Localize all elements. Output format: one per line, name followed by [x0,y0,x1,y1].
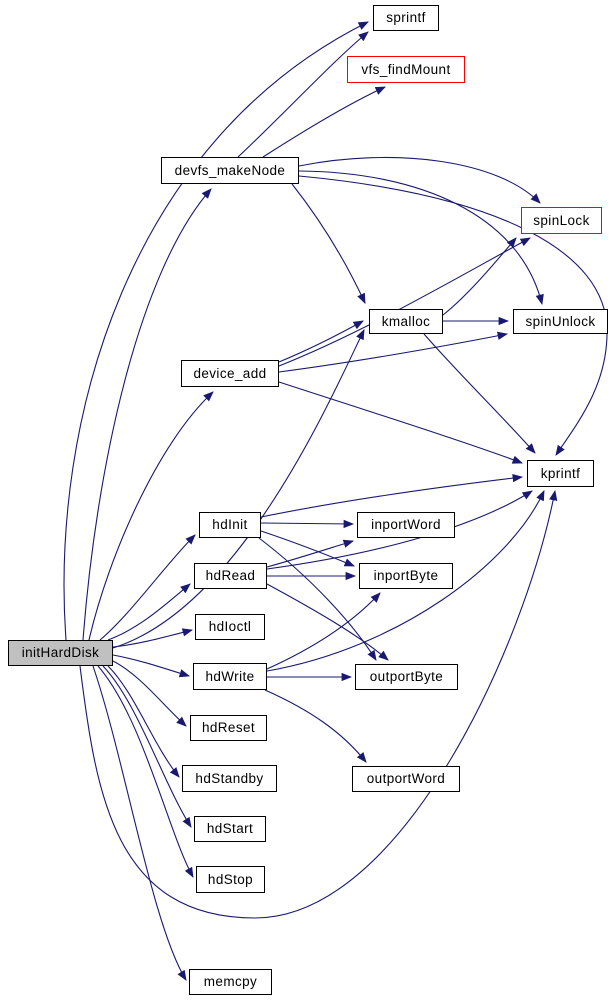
edge-kmalloc-to-spinLock [443,238,516,315]
node-devfs_makeNode[interactable] [161,157,299,184]
edge-hdInit-to-outportByte [259,538,376,660]
node-label: hdInit [212,517,248,533]
edge-devfs_makeNode-to-kmalloc [292,184,365,303]
node-inportByte[interactable] [359,563,453,589]
edge-initHardDisk-to-hdStop [98,666,193,877]
node-label: outportWord [366,771,446,787]
node-hdInit[interactable] [199,512,261,538]
edge-hdRead-to-outportByte [267,584,388,660]
node-label: hdStart [206,821,254,837]
node-outportWord[interactable] [352,766,460,792]
node-hdIoctl[interactable] [195,614,265,640]
node-hdWrite[interactable] [193,663,267,690]
edge-initHardDisk-to-hdStandby [108,666,179,777]
edge-initHardDisk-to-sprintf [64,22,368,640]
node-spinUnlock[interactable] [513,309,608,334]
edge-devfs_makeNode-to-vfs_findMount [263,87,385,157]
edge-device_add-to-spinUnlock [279,334,507,372]
node-label: vfs_findMount [361,61,451,77]
node-outportByte[interactable] [355,664,458,690]
node-label: device_add [193,365,267,381]
edge-devfs_makeNode-to-sprintf [238,32,368,157]
node-memcpy[interactable] [189,969,272,995]
node-label: inportByte [373,568,439,584]
node-label: initHardDisk [21,645,100,661]
node-label: spinUnlock [525,313,596,329]
node-label: kprintf [540,465,581,481]
node-inportWord[interactable] [357,512,455,538]
node-hdReset[interactable] [190,715,267,741]
node-label: sprintf [386,10,426,26]
edge-hdInit-to-kprintf [261,477,522,517]
node-hdStart[interactable] [194,816,266,842]
edge-hdInit-to-inportWord [261,523,353,524]
node-spinLock[interactable] [521,207,602,234]
node-kprintf[interactable] [527,460,594,487]
node-label: hdWrite [205,668,255,684]
edge-hdWrite-to-outportWord [265,690,366,762]
edge-initHardDisk-to-kprintf [80,491,555,918]
node-kmalloc[interactable] [369,309,443,334]
edge-hdInit-to-inportByte [261,531,354,566]
edge-initHardDisk-to-hdWrite [113,655,189,676]
node-label: memcpy [203,974,258,990]
node-label: outportByte [369,669,444,685]
node-hdStandby[interactable] [182,765,277,792]
node-hdRead[interactable] [194,563,267,589]
edges-group [64,22,607,980]
node-sprintf[interactable] [373,5,439,31]
node-label: devfs_makeNode [174,162,286,178]
node-label: hdStop [207,871,254,887]
node-label: inportWord [371,517,441,533]
node-label: kmalloc [381,313,431,329]
node-label: hdIoctl [208,619,252,635]
edge-device_add-to-spinLock [279,238,530,366]
edge-device_add-to-kmalloc [279,321,363,362]
edge-devfs_makeNode-to-spinUnlock [299,171,542,304]
edge-initHardDisk-to-hdInit [100,535,195,640]
edge-initHardDisk-to-device_add [89,392,213,640]
edge-device_add-to-kprintf [279,382,522,463]
node-vfs_findMount[interactable] [347,56,465,83]
node-initHardDisk [8,640,113,666]
node-label: hdStandby [195,770,264,786]
node-label: hdReset [201,720,256,736]
node-label: hdRead [205,568,256,584]
node-hdStop[interactable] [196,866,265,893]
node-device_add[interactable] [181,360,279,387]
node-label: spinLock [533,212,590,228]
